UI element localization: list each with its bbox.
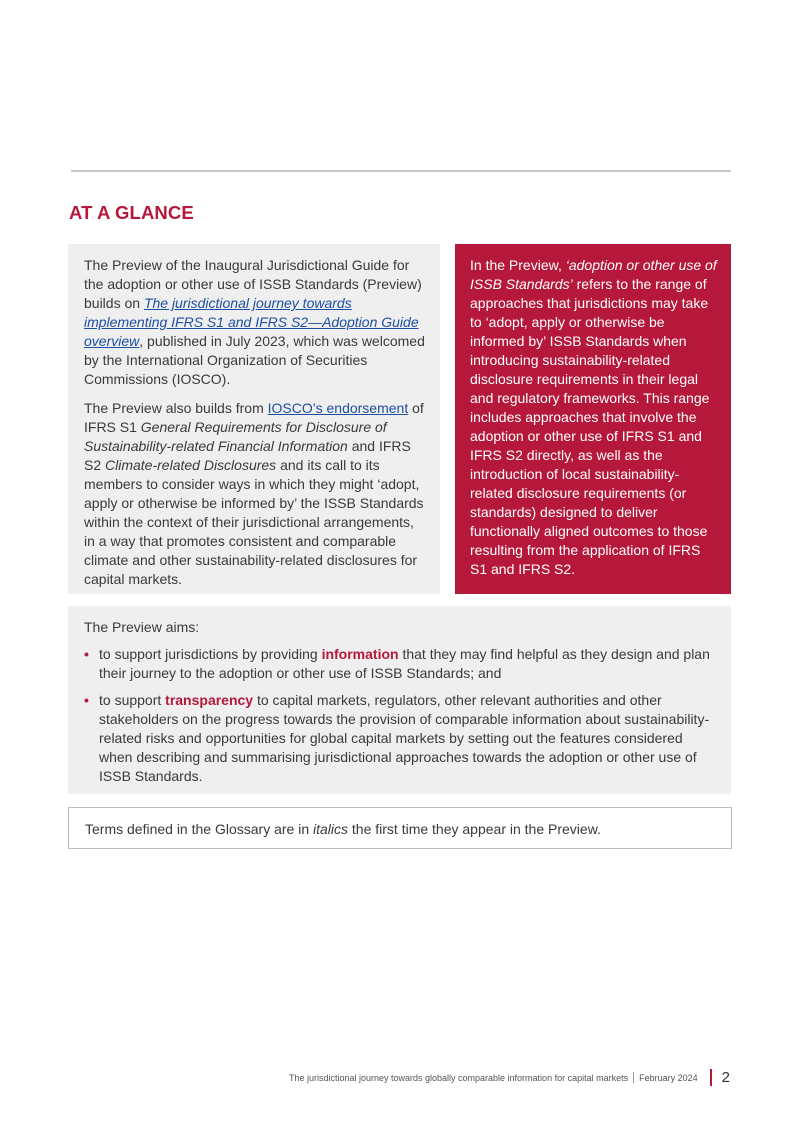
footer-accent-bar xyxy=(710,1069,712,1086)
intro-paragraph-1: The Preview of the Inaugural Jurisdictional Guide for the adoption or other use of ISSB Standards (Preview) builds on The jurisdictional journey towards implementing IFRS S1 and IFRS S2—Adoption Guide overview, published in July 2023, which was welcomed by the International Organization of Securities Commissions (IOSCO). xyxy=(84,257,425,387)
page-footer xyxy=(289,1069,730,1086)
intro-paragraph-2: The Preview also builds from IOSCO’s endorsement of IFRS S1 General Requirements for Disclosure of Sustainability-related Financial Information and IFRS S2 Climate-related Disclosures and its call to its members to consider ways in which they might ‘adopt, apply or otherwise be informed by’ the ISSB Standards within the context of their jurisdictional arrangements, in a way that promotes consistent and comparable climate and other sustainability-related disclosures for capital markets. xyxy=(84,400,424,587)
bullet-icon: • xyxy=(84,646,89,662)
iosco-endorsement-link[interactable]: IOSCO’s endorsement xyxy=(267,400,409,416)
preview-aims-panel xyxy=(68,606,731,794)
footer-separator xyxy=(633,1072,634,1083)
list-item: • to support transparency to capital markets, regulators, other relevant authorities and other stakeholders on the progress towards the provision of comparable information about sustainability-related risks and opportunities for global capital markets by setting out the features considered when describing and summarising jurisdictional approaches towards the adoption or other use of ISSB Standards. xyxy=(84,692,710,784)
glossary-note: Terms defined in the Glossary are in italics the first time they appear in the Preview. xyxy=(68,807,732,849)
definition-text: In the Preview, ‘adoption or other use of ISSB Standards’ refers to the range of approaches that jurisdictions may take to ‘adopt, apply or otherwise be informed by’ ISSB Standards when introducing sustainability-related disclosure requirements in their legal and regulatory frameworks. This range includes approaches that involve the adoption or other use of IFRS S1 and IFRS S2 directly, as well as the introduction of local sustainability-related disclosure requirements (or standards) designed to deliver functionally aligned outcomes to those resulting from the application of IFRS S1 and IFRS S2. xyxy=(470,257,717,577)
section-heading: AT A GLANCE xyxy=(69,202,194,223)
footer-date: February 2024 xyxy=(639,1072,698,1083)
adoption-guide-link[interactable]: The jurisdictional journey towards implementing IFRS S1 and IFRS S2—Adoption Guide overview xyxy=(84,295,419,349)
preview-intro-panel xyxy=(68,244,440,594)
definition-panel xyxy=(455,244,731,594)
bullet-icon: • xyxy=(84,692,89,708)
list-item: • to support jurisdictions by providing information that they may find helpful as they design and plan their journey to the adoption or other use of ISSB Standards; and xyxy=(84,646,710,681)
page-number: 2 xyxy=(721,1069,730,1086)
footer-doc-title: The jurisdictional journey towards globally comparable information for capital markets xyxy=(288,1072,629,1083)
aims-intro: The Preview aims: xyxy=(84,619,200,635)
aims-list xyxy=(84,645,715,786)
top-divider xyxy=(71,170,731,172)
